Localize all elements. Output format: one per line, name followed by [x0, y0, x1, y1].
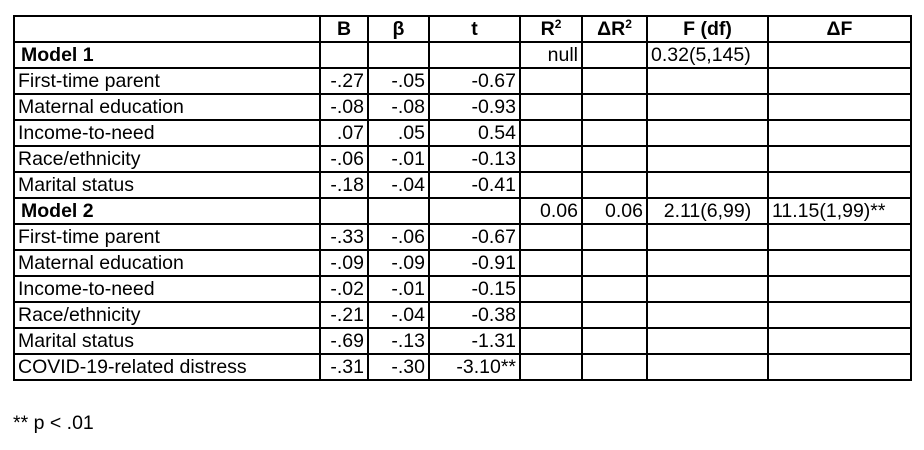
cell-f-df: 0.32(5,145) — [647, 42, 768, 68]
row-label: First-time parent — [14, 224, 320, 250]
table-row — [14, 276, 911, 302]
cell-t: -0.41 — [429, 172, 520, 198]
cell-f-df — [647, 276, 768, 302]
row-label: Model 2 — [14, 198, 320, 224]
row-label: Marital status — [14, 328, 320, 354]
cell-delta-f — [768, 120, 911, 146]
cell-delta-f — [768, 354, 911, 380]
cell-b: -.06 — [320, 146, 368, 172]
cell-t: -0.67 — [429, 224, 520, 250]
cell-beta: -.06 — [368, 224, 429, 250]
footnote: ** p < .01 — [13, 412, 94, 434]
cell-beta: -.08 — [368, 94, 429, 120]
row-label: Race/ethnicity — [14, 146, 320, 172]
row-label: Income-to-need — [14, 276, 320, 302]
cell-t: -0.91 — [429, 250, 520, 276]
cell-delta-f — [768, 68, 911, 94]
cell-beta: -.01 — [368, 146, 429, 172]
cell-beta: .05 — [368, 120, 429, 146]
cell-delta-f — [768, 302, 911, 328]
header-r2-base: R — [540, 18, 555, 40]
cell-delta-r2 — [582, 94, 647, 120]
header-blank — [14, 16, 320, 42]
header-beta: β — [368, 16, 429, 42]
cell-f-df — [647, 224, 768, 250]
cell-f-df — [647, 172, 768, 198]
header-b: B — [320, 16, 368, 42]
cell-beta: -.13 — [368, 328, 429, 354]
table-row — [14, 42, 911, 68]
cell-beta — [368, 42, 429, 68]
cell-f-df — [647, 146, 768, 172]
cell-b: -.33 — [320, 224, 368, 250]
cell-t: -0.13 — [429, 146, 520, 172]
table-row — [14, 302, 911, 328]
table-row — [14, 354, 911, 380]
cell-r2 — [520, 276, 582, 302]
cell-delta-r2 — [582, 146, 647, 172]
cell-f-df — [647, 68, 768, 94]
cell-delta-f — [768, 328, 911, 354]
cell-b: .07 — [320, 120, 368, 146]
cell-delta-r2 — [582, 172, 647, 198]
cell-r2 — [520, 302, 582, 328]
cell-beta — [368, 198, 429, 224]
cell-delta-f — [768, 172, 911, 198]
cell-beta: -.09 — [368, 250, 429, 276]
cell-f-df — [647, 94, 768, 120]
header-row — [14, 16, 911, 42]
table-row — [14, 328, 911, 354]
cell-delta-f — [768, 250, 911, 276]
cell-r2 — [520, 172, 582, 198]
cell-b: -.21 — [320, 302, 368, 328]
cell-t: -1.31 — [429, 328, 520, 354]
cell-t — [429, 42, 520, 68]
row-label: Income-to-need — [14, 120, 320, 146]
cell-r2 — [520, 328, 582, 354]
cell-delta-r2 — [582, 276, 647, 302]
header-delta-r2-base: ΔR — [597, 18, 626, 40]
cell-b — [320, 198, 368, 224]
cell-t: -0.15 — [429, 276, 520, 302]
row-label: First-time parent — [14, 68, 320, 94]
cell-r2 — [520, 146, 582, 172]
header-t: t — [429, 16, 520, 42]
cell-t: 0.54 — [429, 120, 520, 146]
regression-table — [13, 15, 912, 381]
table-row — [14, 224, 911, 250]
cell-delta-f: 11.15(1,99)** — [768, 198, 911, 224]
cell-delta-f — [768, 276, 911, 302]
header-delta-r2-sup: 2 — [625, 17, 632, 31]
cell-r2 — [520, 94, 582, 120]
table-row — [14, 172, 911, 198]
cell-t — [429, 198, 520, 224]
cell-t: -0.67 — [429, 68, 520, 94]
cell-b: -.69 — [320, 328, 368, 354]
row-label: Maternal education — [14, 94, 320, 120]
cell-r2 — [520, 120, 582, 146]
row-label: Model 1 — [14, 42, 320, 68]
table-row — [14, 198, 911, 224]
table-row — [14, 146, 911, 172]
row-label: Race/ethnicity — [14, 302, 320, 328]
cell-t: -3.10** — [429, 354, 520, 380]
table-row — [14, 94, 911, 120]
cell-delta-r2 — [582, 302, 647, 328]
cell-delta-r2: 0.06 — [582, 198, 647, 224]
cell-beta: -.05 — [368, 68, 429, 94]
row-label: Maternal education — [14, 250, 320, 276]
header-delta-r2 — [582, 16, 647, 42]
header-r2 — [520, 16, 582, 42]
table-row — [14, 250, 911, 276]
cell-delta-f — [768, 42, 911, 68]
table-row — [14, 120, 911, 146]
cell-beta: -.04 — [368, 302, 429, 328]
header-r2-sup: 2 — [554, 17, 562, 31]
table-row — [14, 68, 911, 94]
cell-delta-r2 — [582, 68, 647, 94]
cell-f-df — [647, 354, 768, 380]
cell-delta-r2 — [582, 120, 647, 146]
cell-b: -.27 — [320, 68, 368, 94]
cell-f-df — [647, 302, 768, 328]
cell-delta-f — [768, 94, 911, 120]
cell-delta-f — [768, 146, 911, 172]
cell-delta-r2 — [582, 354, 647, 380]
cell-f-df — [647, 328, 768, 354]
row-label: COVID-19-related distress — [14, 354, 320, 380]
cell-f-df — [647, 120, 768, 146]
cell-f-df: 2.11(6,99) — [647, 198, 768, 224]
cell-r2: 0.06 — [520, 198, 582, 224]
cell-b: -.09 — [320, 250, 368, 276]
cell-b: -.02 — [320, 276, 368, 302]
cell-beta: -.04 — [368, 172, 429, 198]
cell-r2: null — [520, 42, 582, 68]
cell-r2 — [520, 68, 582, 94]
cell-delta-f — [768, 224, 911, 250]
header-delta-f: ΔF — [768, 16, 911, 42]
cell-delta-r2 — [582, 328, 647, 354]
cell-r2 — [520, 354, 582, 380]
cell-r2 — [520, 250, 582, 276]
cell-beta: -.01 — [368, 276, 429, 302]
cell-b: -.08 — [320, 94, 368, 120]
cell-b — [320, 42, 368, 68]
header-f-df: F (df) — [647, 16, 768, 42]
cell-t: -0.93 — [429, 94, 520, 120]
cell-beta: -.30 — [368, 354, 429, 380]
cell-b: -.18 — [320, 172, 368, 198]
cell-r2 — [520, 224, 582, 250]
cell-delta-r2 — [582, 250, 647, 276]
cell-f-df — [647, 250, 768, 276]
row-label: Marital status — [14, 172, 320, 198]
cell-delta-r2 — [582, 224, 647, 250]
cell-t: -0.38 — [429, 302, 520, 328]
cell-b: -.31 — [320, 354, 368, 380]
cell-delta-r2 — [582, 42, 647, 68]
